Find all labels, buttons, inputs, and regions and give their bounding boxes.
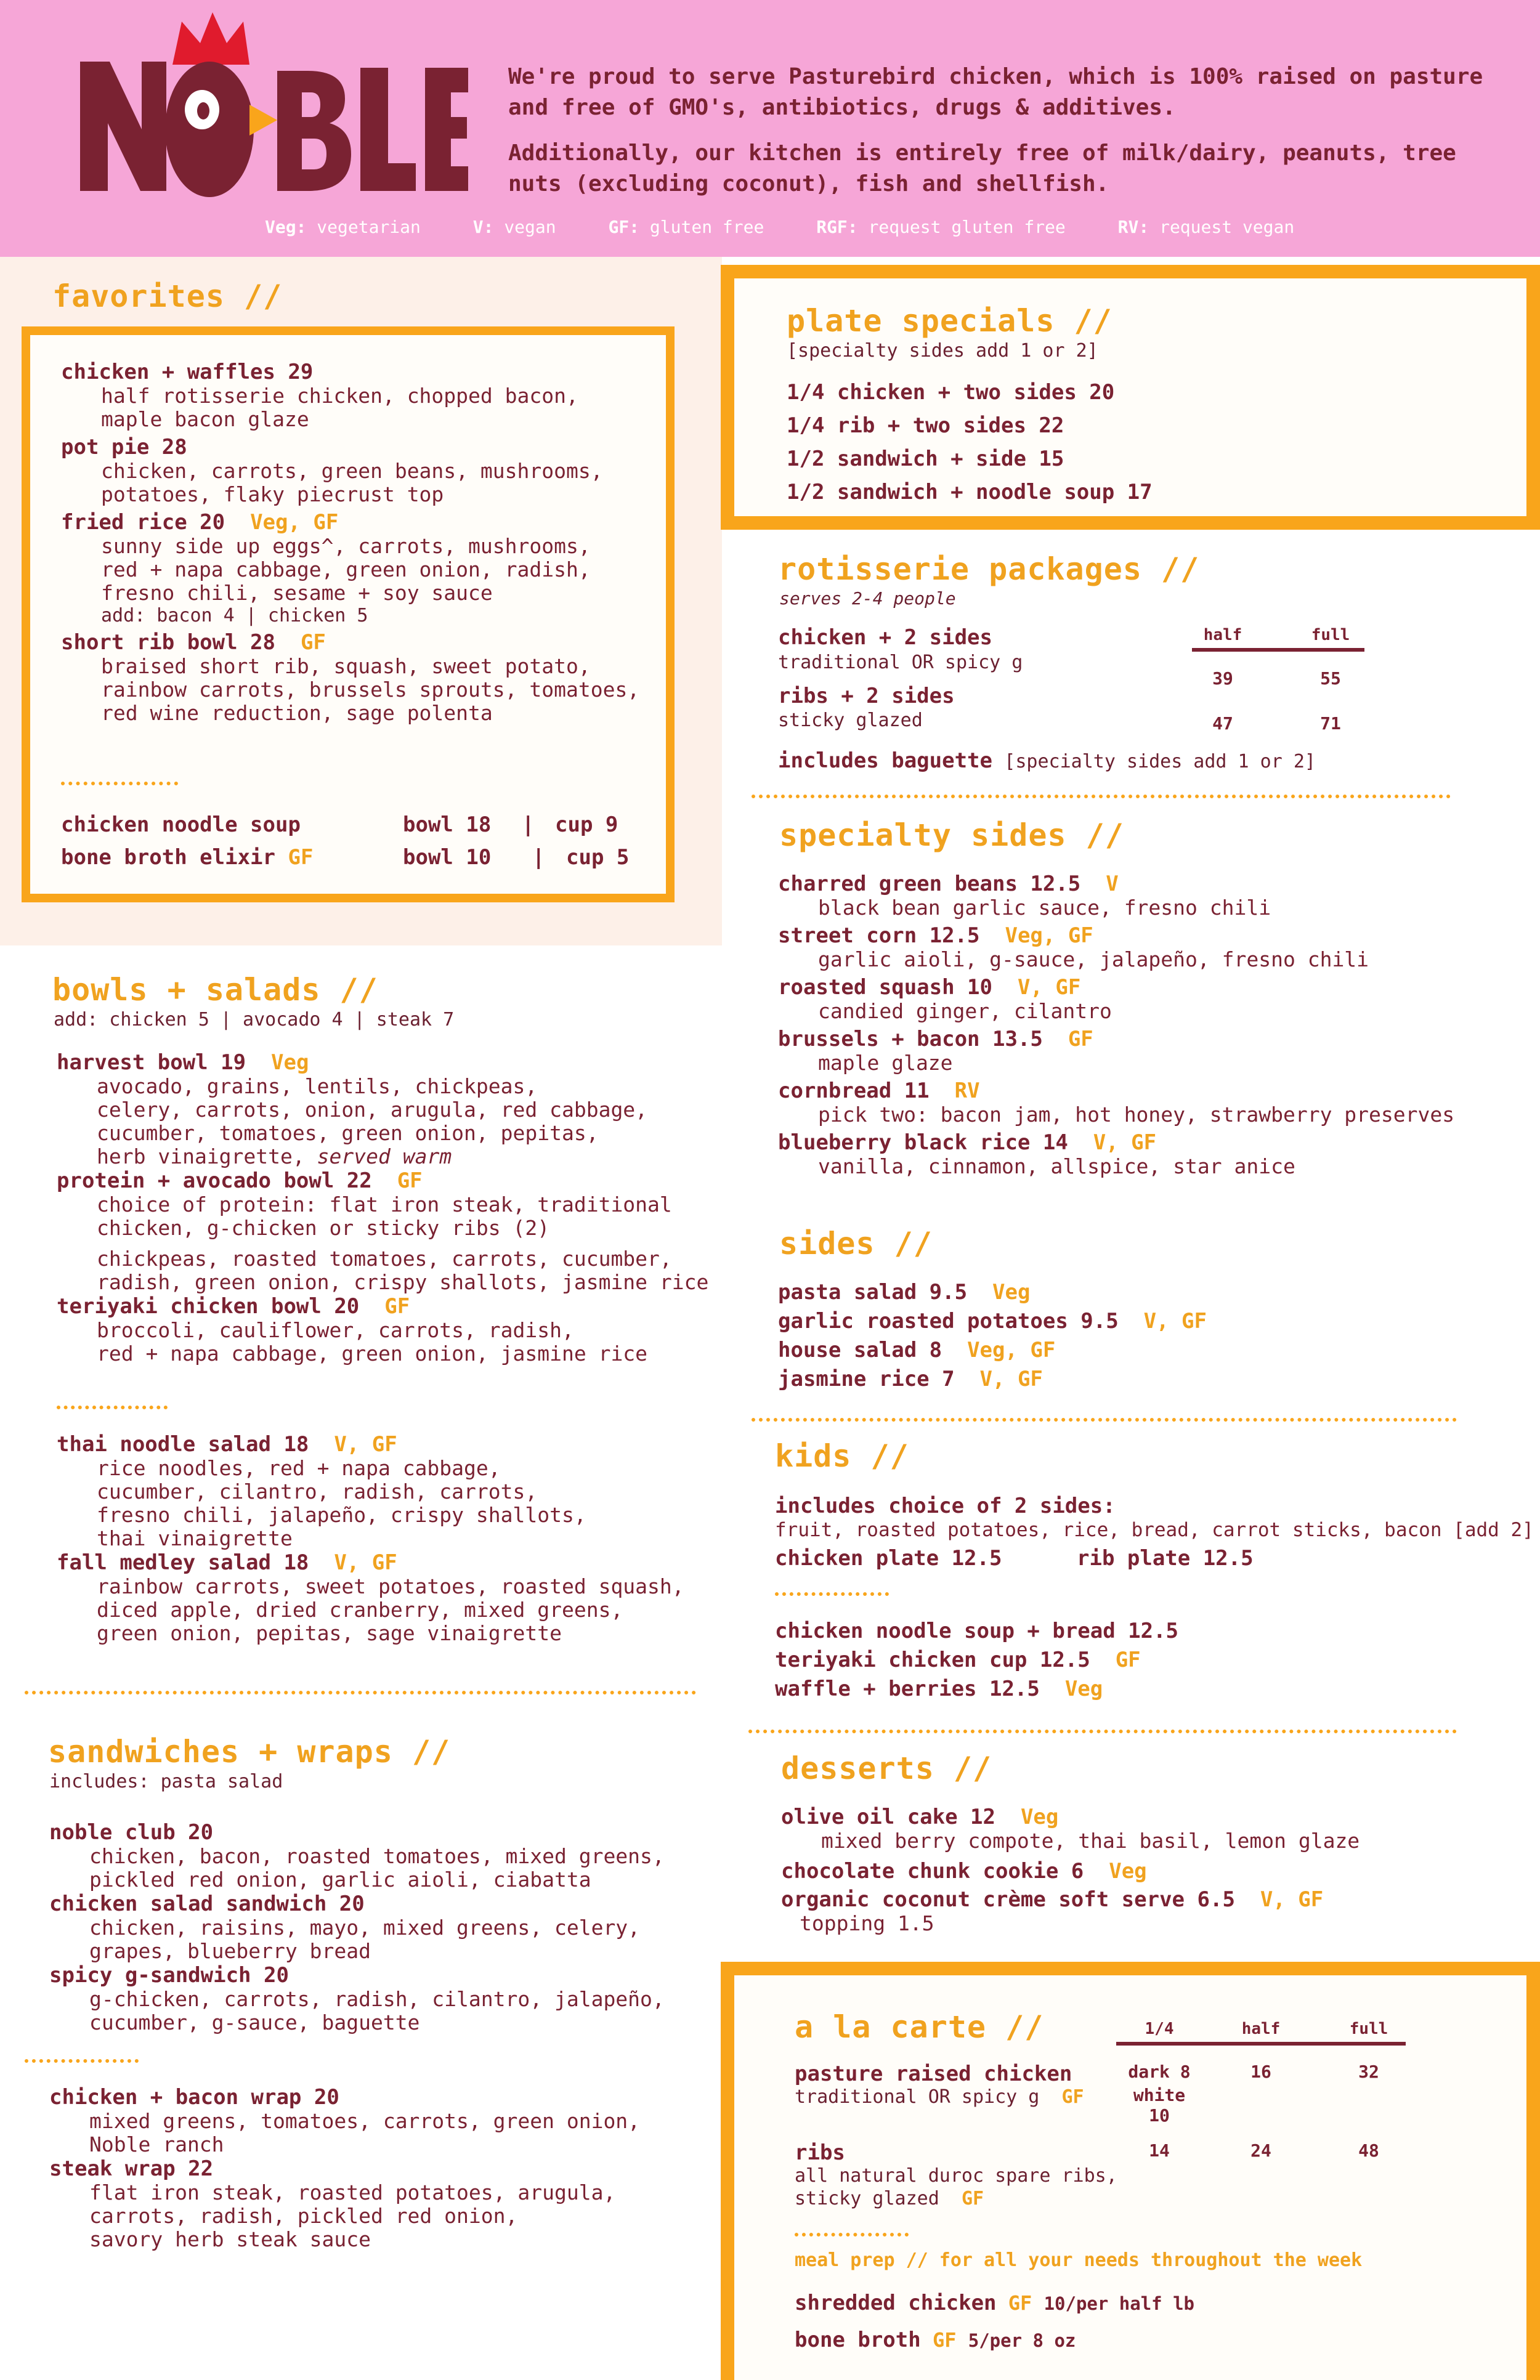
favorites-title: favorites // [52, 278, 283, 314]
diet-tag: Veg [1109, 1859, 1147, 1884]
plate-special-item: 1/4 rib + two sides 22 [787, 413, 1064, 438]
a-la-carte-box [721, 1962, 1540, 2380]
diet-tag: V, GF [979, 1367, 1043, 1391]
plate-special-item: 1/2 sandwich + side 15 [787, 447, 1064, 471]
menu-item: chicken noodle soup + bread 12.5 [775, 1619, 1179, 1643]
plate-specials-note: [specialty sides add 1 or 2] [787, 340, 1098, 362]
desserts-list [781, 1805, 1520, 1935]
diet-tag: GF [1115, 1648, 1141, 1672]
menu-item [778, 872, 1530, 920]
item-desc: chicken, carrots, green beans, mushrooms, potatoes, flaky piecrust top [101, 459, 603, 506]
item-name: spicy g-sandwich 20 [49, 1963, 289, 1988]
diet-tag: Veg [992, 1280, 1031, 1305]
kids-includes: includes choice of 2 sides: [775, 1494, 1116, 1518]
divider [795, 2233, 909, 2236]
meal-prep-item: bone broth GF 5/per 8 oz [795, 2328, 1076, 2352]
bowls-addons: add: chicken 5 | avocado 4 | steak 7 [54, 1009, 455, 1030]
section-divider [752, 1418, 1457, 1422]
section-divider [748, 1730, 1457, 1733]
item-name: chicken + bacon wrap 20 [49, 2085, 339, 2110]
menu-item [57, 1050, 734, 1168]
carte-item-sub: traditional OR spicy g GF [795, 2086, 1084, 2108]
menu-item [778, 1079, 1530, 1127]
rotisserie-title: rotisserie packages // [778, 551, 1200, 587]
item-name: street corn 12.5 Veg, GF [778, 923, 1093, 948]
menu-item: pasta salad 9.5 Veg [778, 1280, 1031, 1305]
item-desc: garlic aioli, g-sauce, jalapeño, fresno chili [818, 947, 1369, 971]
menu-item [778, 1027, 1530, 1075]
item-name: protein + avocado bowl 22 GF [57, 1168, 423, 1193]
item-name: steak wrap 22 [49, 2156, 214, 2181]
specialty-sides-title: specialty sides // [779, 817, 1124, 853]
col-header-full: full [1349, 2020, 1388, 2038]
col-header-full: full [1311, 626, 1350, 644]
carte-item-name: ribs [795, 2140, 845, 2165]
carte-item-sub: all natural duroc spare ribs, [795, 2165, 1117, 2187]
menu-item [49, 1820, 727, 1892]
diet-tag: V, GF [1017, 975, 1081, 1000]
plate-specials-box [721, 265, 1540, 530]
noble-logo [74, 6, 468, 203]
menu-item [57, 1294, 734, 1366]
item-desc: mixed berry compote, thai basil, lemon glaze [821, 1829, 1360, 1853]
menu-item: teriyaki chicken cup 12.5 GF [775, 1648, 1141, 1672]
sandwiches-title: sandwiches + wraps // [48, 1734, 451, 1770]
carte-item-name: pasture raised chicken [795, 2062, 1072, 2086]
price-half: 47 [1212, 713, 1233, 734]
price-full: 32 [1358, 2062, 1379, 2082]
col-header-half: half [1203, 626, 1242, 644]
item-desc: rice noodles, red + napa cabbage, cucumber, cilantro, radish, carrots, fresno chili, jalapeño, crispy shallots, thai vinaigrette [97, 1456, 586, 1550]
diet-tag: GF [397, 1168, 423, 1193]
diet-tag: V, GF [334, 1432, 397, 1457]
rotisserie-includes: includes baguette [specialty sides add 1 or 2] [778, 748, 1316, 773]
diet-tag: RV [954, 1079, 980, 1103]
rotisserie-serves: serves 2-4 people [779, 588, 956, 609]
item-name: chocolate chunk cookie 6 Veg [781, 1859, 1147, 1884]
menu-item [781, 1805, 1520, 1853]
intro-text [508, 62, 1518, 214]
legend-rgf: RGF: request gluten free [816, 217, 1066, 237]
col-header-rule [1192, 648, 1364, 652]
menu-item [61, 510, 665, 626]
package-sub: traditional OR spicy g [778, 652, 1023, 673]
item-name: blueberry black rice 14 V, GF [778, 1130, 1157, 1155]
diet-tag: GF [300, 630, 326, 655]
divider [57, 1406, 168, 1409]
price-full: 48 [1358, 2140, 1379, 2161]
diet-tag: Veg, GF [1005, 923, 1093, 948]
diet-tag: GF [384, 1294, 410, 1319]
menu-item: house salad 8 Veg, GF [778, 1338, 1056, 1362]
menu-item [57, 1168, 734, 1294]
plate-special-item: 1/4 chicken + two sides 20 [787, 380, 1115, 405]
carte-item-sub: sticky glazed GF [795, 2188, 984, 2209]
menu-item [49, 1963, 727, 2034]
item-desc: broccoli, cauliflower, carrots, radish, red + napa cabbage, green onion, jasmine rice [97, 1318, 648, 1366]
item-desc: avocado, grains, lentils, chickpeas, celery, carrots, onion, arugula, red cabbage, cucumber, tomatoes, green onion, pepitas, herb vinaigrette, served warm [97, 1074, 648, 1168]
sandwiches-includes: includes: pasta salad [49, 1771, 283, 1792]
diet-tag: V, GF [1143, 1309, 1207, 1334]
item-name: olive oil cake 12 Veg [781, 1805, 1059, 1829]
menu-item [49, 1892, 727, 1963]
menu-item [61, 435, 665, 506]
diet-tag: GF [1008, 2291, 1032, 2315]
item-desc: topping 1.5 [800, 1911, 934, 1935]
menu-item [778, 975, 1530, 1023]
soup-bowl-price: bowl 10 [403, 845, 492, 870]
col-header-rule [1116, 2042, 1406, 2046]
menu-item: garlic roasted potatoes 9.5 V, GF [778, 1309, 1207, 1334]
favorites-box [22, 326, 675, 902]
diet-tag: Veg, GF [967, 1338, 1056, 1362]
item-name: fried rice 20 Veg, GF [61, 510, 339, 535]
price-half: 39 [1212, 668, 1233, 689]
price-separator: | [522, 812, 535, 837]
price-quarter: 14 [1149, 2140, 1170, 2161]
divider [25, 2059, 139, 2063]
menu-item [778, 923, 1530, 971]
diet-tag: V, GF [334, 1550, 397, 1575]
section-divider [752, 795, 1451, 798]
specialty-sides-list [778, 872, 1530, 1182]
package-name: ribs + 2 sides [778, 684, 955, 708]
plate-specials-title: plate specials // [787, 303, 1112, 339]
diet-tag: Veg, GF [250, 510, 339, 535]
intro-line-2: Additionally, our kitchen is entirely free of milk/dairy, peanuts, tree nuts (excluding coconut), fish and shellfish. [508, 140, 1456, 196]
soup-name: bone broth elixir GF [61, 845, 314, 870]
legend-vegan: V: vegan [472, 217, 556, 237]
meal-prep-heading: meal prep // for all your needs throughout the week [795, 2249, 1363, 2271]
bowls-title: bowls + salads // [52, 972, 378, 1008]
item-desc: black bean garlic sauce, fresno chili [818, 896, 1271, 920]
item-desc: chicken, raisins, mayo, mixed greens, celery, grapes, blueberry bread [89, 1916, 641, 1963]
diet-tag: Veg [271, 1050, 309, 1075]
menu-item [61, 630, 665, 725]
item-name: noble club 20 [49, 1820, 214, 1845]
diet-tag: GF [1068, 1027, 1093, 1051]
item-name: harvest bowl 19 Veg [57, 1050, 309, 1075]
price-quarter-white: white 10 [1133, 2085, 1186, 2126]
menu-item [57, 1432, 734, 1550]
diet-tag: GF [1061, 2086, 1084, 2108]
item-desc: pick two: bacon jam, hot honey, strawberry preserves [818, 1103, 1455, 1127]
item-desc: chicken, bacon, roasted tomatoes, mixed greens, pickled red onion, garlic aioli, ciabatta [89, 1844, 665, 1892]
menu-item [781, 1859, 1520, 1884]
sides-title: sides // [779, 1226, 933, 1261]
bowls-list [57, 1050, 734, 1366]
item-desc: braised short rib, squash, sweet potato, rainbow carrots, brussels sprouts, tomatoes, red wine reduction, sage polenta [101, 654, 640, 725]
desserts-title: desserts // [781, 1751, 992, 1786]
favorites-list [61, 360, 665, 729]
item-name: roasted squash 10 V, GF [778, 975, 1081, 1000]
legend-rv: RV: request vegan [1117, 217, 1295, 237]
item-desc: rainbow carrots, sweet potatoes, roasted squash, diced apple, dried cranberry, mixed greens, green onion, pepitas, sage vinaigrette [97, 1574, 684, 1645]
item-name: pot pie 28 [61, 435, 187, 459]
sides-list [778, 1280, 1207, 1391]
price-full: 55 [1320, 668, 1341, 689]
kids-plate: chicken plate 12.5 [775, 1546, 1002, 1571]
soup-cup-price: cup 9 [555, 812, 618, 837]
salads-list [57, 1432, 734, 1645]
soup-name: chicken noodle soup [61, 812, 301, 837]
menu-item [778, 1130, 1530, 1178]
soup-cup-price: cup 5 [566, 845, 630, 870]
item-desc: flat iron steak, roasted potatoes, arugula, carrots, radish, pickled red onion, savory herb steak sauce [89, 2180, 616, 2251]
intro-line-1: We're proud to serve Pasturebird chicken, which is 100% raised on pasture and free of GMO's, antibiotics, drugs & additives. [508, 64, 1483, 120]
a-la-carte-title: a la carte // [795, 2009, 1044, 2045]
diet-tag: Veg [1064, 1677, 1103, 1701]
legend-gf: GF: gluten free [608, 217, 764, 237]
menu-item [49, 2085, 727, 2156]
divider [61, 782, 178, 785]
diet-tag: GF [932, 2328, 957, 2352]
item-addons: add: bacon 4 | chicken 5 [101, 605, 368, 626]
col-header-quarter: 1/4 [1145, 2020, 1174, 2038]
diet-tag: V, GF [1260, 1887, 1324, 1912]
item-name: fall medley salad 18 V, GF [57, 1550, 397, 1575]
item-name: thai noodle salad 18 V, GF [57, 1432, 397, 1457]
menu-item: waffle + berries 12.5 Veg [775, 1677, 1103, 1701]
item-desc: mixed greens, tomatoes, carrots, green onion, Noble ranch [89, 2109, 641, 2156]
diet-tag: GF [288, 845, 314, 870]
item-name: teriyaki chicken bowl 20 GF [57, 1294, 410, 1319]
menu-item [49, 2156, 727, 2251]
item-name: charred green beans 12.5 V [778, 872, 1119, 896]
sandwiches-list [49, 1820, 727, 2034]
plate-special-item: 1/2 sandwich + noodle soup 17 [787, 480, 1153, 504]
item-desc: maple glaze [818, 1051, 953, 1075]
menu-item [61, 360, 665, 431]
item-name: short rib bowl 28 GF [61, 630, 326, 655]
section-divider [25, 1691, 696, 1694]
item-desc: half rotisserie chicken, chopped bacon, maple bacon glaze [101, 384, 578, 431]
price-half: 24 [1250, 2140, 1271, 2161]
kids-side-options: fruit, roasted potatoes, rice, bread, carrot sticks, bacon [add 2] [775, 1519, 1534, 1541]
item-desc-2: chickpeas, roasted tomatoes, carrots, cucumber, radish, green onion, crispy shallots, jasmine rice [97, 1247, 709, 1294]
item-name: brussels + bacon 13.5 GF [778, 1027, 1093, 1051]
col-header-half: half [1241, 2020, 1281, 2038]
item-name: organic coconut crème soft serve 6.5 V, GF [781, 1887, 1324, 1912]
divider [775, 1592, 889, 1596]
package-sub: sticky glazed [778, 710, 923, 731]
kids-plate: rib plate 12.5 [1077, 1546, 1254, 1571]
item-name: cornbread 11 RV [778, 1079, 980, 1103]
dietary-legend [265, 217, 1497, 237]
kids-title: kids // [775, 1438, 909, 1474]
package-name: chicken + 2 sides [778, 625, 992, 650]
soup-bowl-price: bowl 18 [403, 812, 492, 837]
item-desc: g-chicken, carrots, radish, cilantro, jalapeño, cucumber, g-sauce, baguette [89, 1987, 665, 2034]
item-desc: vanilla, cinnamon, allspice, star anice [818, 1154, 1295, 1178]
legend-veg: Veg: vegetarian [265, 217, 421, 237]
item-desc: candied ginger, cilantro [818, 999, 1112, 1023]
diet-tag: GF [961, 2188, 984, 2209]
svg-text:NOBLE: NOBLE [74, 6, 76, 7]
diet-tag: V [1106, 872, 1119, 896]
price-half: 16 [1250, 2062, 1271, 2082]
menu-item: jasmine rice 7 V, GF [778, 1367, 1043, 1391]
item-name: chicken salad sandwich 20 [49, 1892, 365, 1916]
item-desc: sunny side up eggs^, carrots, mushrooms, red + napa cabbage, green onion, radish, fresno chili, sesame + soy sauce [101, 534, 591, 605]
meal-prep-item: shredded chicken GF 10/per half lb [795, 2291, 1195, 2315]
menu-item [57, 1550, 734, 1645]
price-quarter-dark: dark 8 [1128, 2062, 1191, 2082]
price-separator: | [532, 845, 545, 870]
item-desc: choice of protein: flat iron steak, traditional chicken, g-chicken or sticky ribs (2) [97, 1192, 672, 1240]
kids-list [775, 1619, 1178, 1701]
price-full: 71 [1320, 713, 1341, 734]
diet-tag: V, GF [1093, 1130, 1157, 1155]
item-name: chicken + waffles 29 [61, 360, 314, 384]
menu-item [781, 1887, 1520, 1935]
diet-tag: Veg [1020, 1805, 1059, 1829]
wraps-list [49, 2085, 727, 2251]
